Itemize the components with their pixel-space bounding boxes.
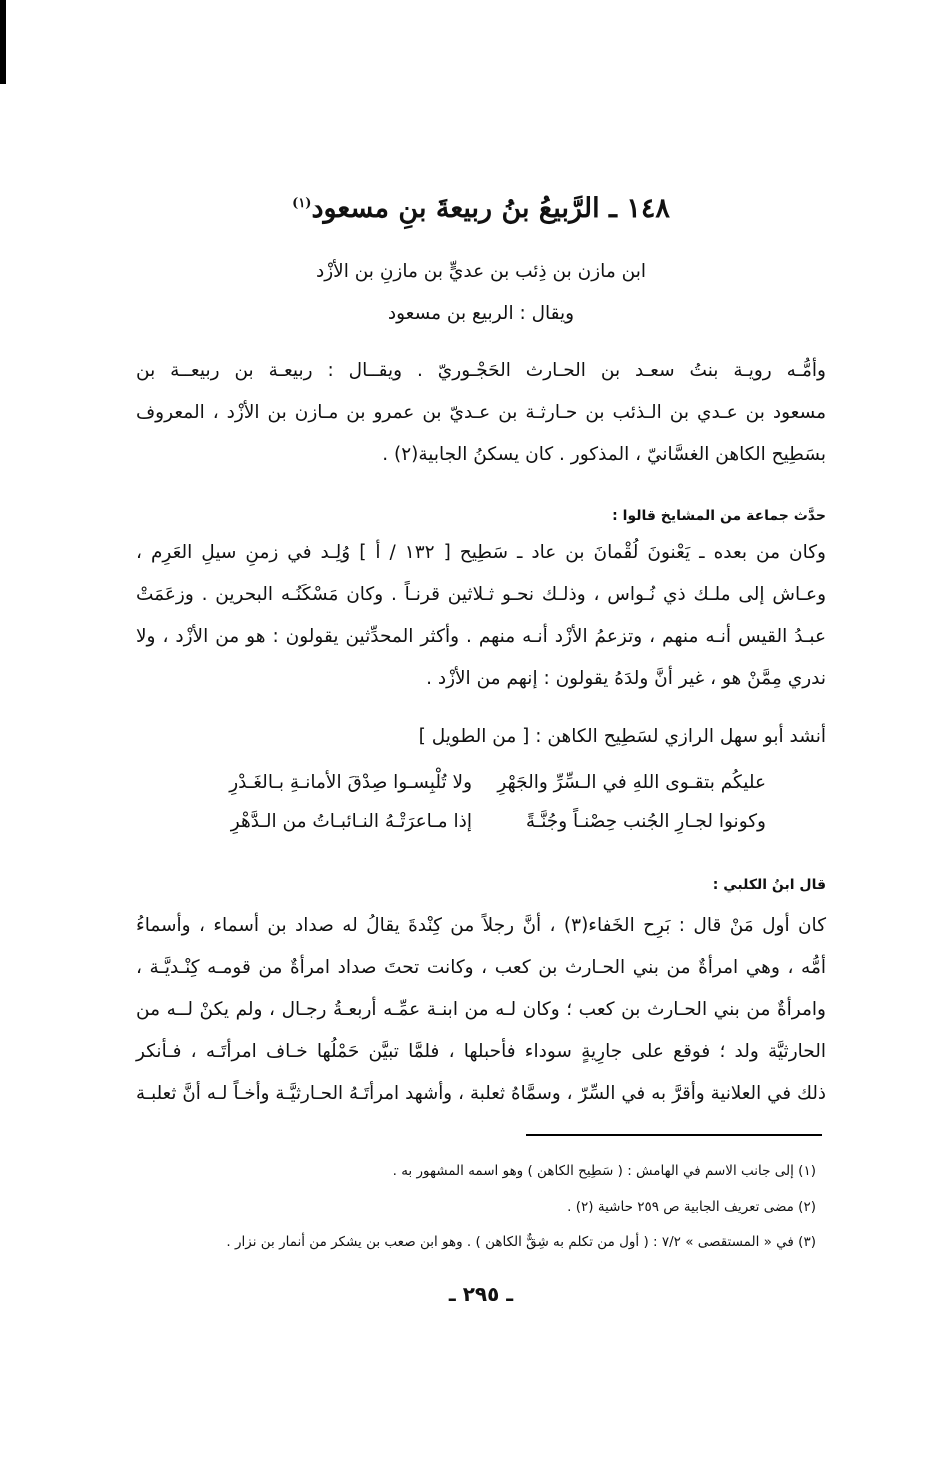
section1-heading: حدَّث جماعة من المشايخ قالوا :	[612, 508, 826, 524]
section2-line-3: وامرأةٌ من بني الحـارث بن كعب ؛ وكان لـه من ابنـة عمِّـه أربعـةُ رجـال ، ولم يكنْ لــه من	[136, 999, 826, 1020]
footnote-3: (٣) في « المستقصى » ٧/٢ : ( أول من تكلم به شِقٌّ الكاهن ) . وهو ابن صعب بن يشكر من أنمار بن نزار .	[226, 1234, 816, 1250]
intro-line-3: بسَطِيح الكاهن الغسَّانيّ ، المذكور . كان يسكنُ الجابية(٢) .	[382, 444, 826, 465]
section2-line-2: أمُّه ، وهي امرأةٌ من بني الحـارث بن كعب ، وكانت تحتَ صداد امرأةٌ من قومـه كِنْـديَّـة ،	[136, 957, 826, 978]
verse-1-first-hemistich: عليكُم بتقـوى اللهِ في الـسِّرِّ والجَهْرِ	[497, 772, 766, 793]
lineage-line: ابن مازن بن ذِئب بن عديٍّ بن مازنِ بن الأزْد	[315, 261, 646, 282]
footnote-separator	[526, 1134, 822, 1136]
poem-intro-text: أنشد أبو سهل الرازي لسَطِيح الكاهن : [ من الطويل ]	[418, 726, 826, 747]
section1-paragraph	[136, 532, 826, 700]
intro-paragraph	[136, 350, 826, 476]
intro-line-1: وأمُّـه رويـة بنتُ سعـد بن الحـارث الحَجْـوريّ . ويقــال : ربيعـة بن ربيعــة بن	[136, 360, 826, 381]
section2-line-1: كان أول مَنْ قال : بَرِح الخَفاء(٣) ، أنَّ رجلاً من كِنْدةَ يقالُ له صداد بن أسماء ، وأسماءُ	[136, 915, 826, 936]
section2-line-5: ذلك في العلانية وأقرَّ به في السِّرّ ، وسمَّاهُ ثعلبة ، وأشهد امرأتَـهُ الحـارثيَّـة وأخـاً لـه أنَّ ثعلبـة	[136, 1083, 826, 1104]
page-number: ـ ٢٩٥ ـ	[448, 1282, 514, 1306]
alt-name-line: ويقال : الربيع بن مسعود	[387, 303, 575, 324]
entry-title-text: ١٤٨ ـ الرَّبيعُ بنُ ربيعةَ بنِ مسعود	[311, 193, 670, 224]
section2-line-4: الحارثيَّة ولد ؛ فوقع على جارِيةٍ سوداء فأحبلها ، فلمَّا تبيَّن حَمْلُها خـاف امرأتَـه ، فـأنكر	[136, 1041, 826, 1062]
intro-line-2: مسعود بن عـدي بن الـذئب بن حـارثـة بن عـديّ بن عمرو بن مـازن بن الأزْد ، المعروف	[136, 402, 826, 423]
footnote-2: (٢) مضى تعريف الجابية ص ٢٥٩ حاشية (٢) .	[567, 1199, 816, 1215]
poem-intro	[136, 716, 826, 758]
section2-paragraph	[136, 905, 826, 1115]
verse-1-second-hemistich: ولا تُلْبِسـوا صِدْقَ الأمانـةِ بـالغَـدْرِ	[229, 772, 472, 793]
section1-line-2: وعـاش إلى ملـك ذي نُـواس ، وذلـك نحـو ثـلاثين قرنـاً . وكان مَسْكَنُـه البحرين . وزعَمَتْ	[136, 584, 826, 605]
section1-line-3: عبـدُ القيس أنـه منهم ، وتزعمُ الأزْد أنـه منهم . وأكثر المحدِّثين يقولون : هو من الأزْد ، ولا	[136, 626, 826, 647]
verse-2-second-hemistich: إذا مـاعرَتْـهُ النـائبـاتُ من الـدَّهْرِ	[230, 811, 472, 832]
section1-line-1: وكان من بعده ـ يَعْنونَ لُقْمانَ بن عاد ـ سَطِيح [ ١٣٢ / أ ] وُلِـد في زمنِ سيلِ العَرِم ،	[136, 542, 826, 563]
title-footnote-ref: (١)	[292, 196, 312, 211]
entry-title	[136, 193, 826, 224]
scan-edge-mark	[0, 0, 6, 84]
footnote-1: (١) إلى جانب الاسم في الهامش : ( سَطِيح الكاهن ) وهو اسمه المشهور به .	[392, 1163, 816, 1179]
section2-heading: قال ابنُ الكلبي :	[712, 877, 826, 893]
verse-2-first-hemistich: وكونوا لجـارِ الجُنب حِصْنـاً وجُنَّـةً	[525, 811, 766, 832]
section1-line-4: ندري مِمَّنْ هو ، غير أنَّ ولدَهُ يقولون : إنهم من الأزْد .	[426, 668, 826, 689]
